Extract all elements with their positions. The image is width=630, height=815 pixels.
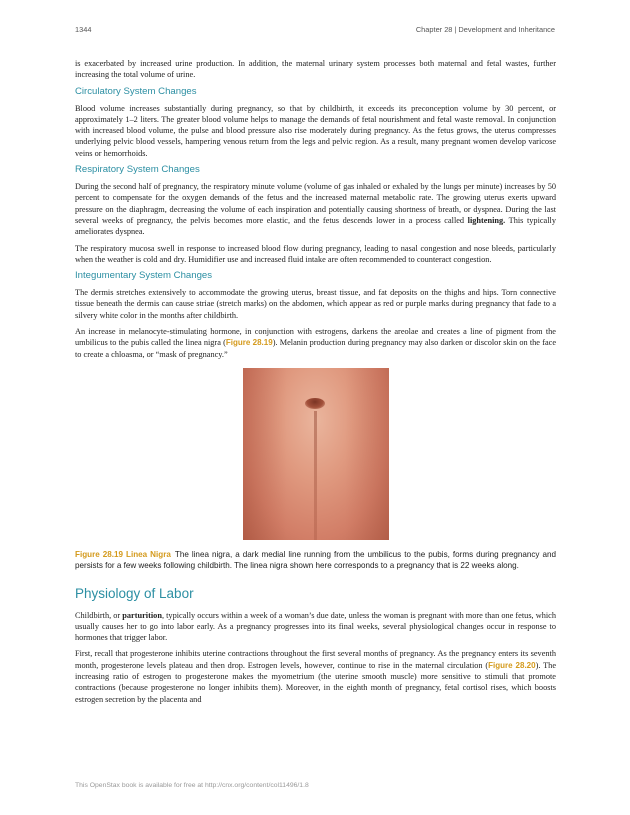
labor-heading: Physiology of Labor xyxy=(75,585,194,601)
umbilicus xyxy=(305,398,325,409)
respiratory-paragraph-1 xyxy=(75,181,556,237)
term-lightening: lightening. xyxy=(467,215,506,225)
figure-caption-text: The linea nigra, a dark medial line running from the umbilicus to the pubis, forms during pregnancy and persists for a few weeks following childbirth. The linea nigra shown here corresponds to a pregnancy that is 22 weeks along. xyxy=(75,549,556,570)
term-parturition: parturition xyxy=(122,610,162,620)
respiratory-heading: Respiratory System Changes xyxy=(75,164,200,176)
labor-text-a: Childbirth, or xyxy=(75,610,123,620)
integumentary-paragraph-2 xyxy=(75,326,556,360)
integumentary-paragraph-1: The dermis stretches extensively to accommodate the growing uterus, breast tissue, and fat deposits on the thighs and hips. Torn connective tissue beneath the dermis can cause striae (stretch marks) on the abdomen, which appear as red or purple marks during pregnancy that fade to a silvery white color in the months after childbirth. xyxy=(75,288,556,320)
figure-28-20-link[interactable]: Figure 28.20 xyxy=(488,660,536,670)
figure-label: Figure 28.19 Linea Nigra xyxy=(75,549,171,559)
integumentary-text-b: ). Melanin production during pregnancy may also darken or discolor skin on the face to create a chloasma, or “mask of pregnancy.” xyxy=(75,338,557,359)
labor2-text-b: ). The increasing ratio of estrogen to progesterone makes the myometrium (the uterine smooth muscle) more sensitive to stimuli that promote contractions (because progesterone no longer inhibits them). Moreover, in the eighth month of pregnancy, fetal cortisol rises, which boosts estrogen secretion by the placenta and xyxy=(75,660,557,704)
page-number: 1344 xyxy=(75,25,92,34)
figure-28-19-link[interactable]: Figure 28.19 xyxy=(225,338,273,348)
labor2-text-a: First, recall that progesterone inhibits uterine contractions throughout the first several months of pregnancy. As the pregnancy enters its seventh month, progesterone levels plateau and then drop. Estrogen levels, however, continue to rise in the maternal circulation ( xyxy=(75,649,556,670)
intro-paragraph: is exacerbated by increased urine production. In addition, the maternal urinary system processes both maternal and fetal wastes, further increasing the total volume of urine. xyxy=(75,59,556,80)
integumentary-text-a: An increase in melanocyte-stimulating hormone, in conjunction with estrogens, darkens the areolae and creates a line of pigment from the umbilicus to the pubis called the linea nigra ( xyxy=(75,327,556,348)
page-footer: This OpenStax book is available for free at http://cnx.org/content/col11496/1.8 xyxy=(75,782,309,789)
respiratory-text-b: This typically ameliorates dyspnea. xyxy=(75,215,557,237)
chapter-title: Chapter 28 | Development and Inheritance xyxy=(415,25,555,34)
linea-nigra-photo xyxy=(243,368,389,540)
page-content xyxy=(75,58,556,710)
integumentary-heading: Integumentary System Changes xyxy=(75,270,213,282)
labor-paragraph-2 xyxy=(75,648,556,704)
labor-paragraph-1 xyxy=(75,610,556,644)
respiratory-text-a: During the second half of pregnancy, the respiratory minute volume (volume of gas inhaled or exhaled by the lungs per minute) increases by 50 percent to compensate for the oxygen demands of the fetus and the increased maternal metabolic rate. The growing uterus exerts upward pressure on the diaphragm, decreasing the volume of each inspiration and potentially causing shortness of breath, or dyspnea. During the last several weeks of pregnancy, the pelvis becomes more elastic, and the fetus descends lower in a process called xyxy=(75,182,556,225)
labor-text-b: , typically occurs within a week of a woman’s due date, unless the woman is pregnant with more than one fetus, which usually causes her to go into labor early. As a pregnancy progresses into its final weeks, several physiological changes occur in response to hormones that trigger labor. xyxy=(75,610,556,643)
figure-caption xyxy=(75,550,556,572)
circulatory-paragraph: Blood volume increases substantially during pregnancy, so that by childbirth, it exceeds its preconception volume by 30 percent, or approximately 1–2 liters. The greater blood volume helps to manage the demands of fetal nourishment and fetal waste removal. In conjunction with increased blood volume, the pulse and blood pressure also rise moderately during pregnancy. As the fetus grows, the uterus compresses underlying pelvic blood vessels, hampering venous return from the legs and pelvic region. As a result, many pregnant women develop varicose veins or hemorrhoids. xyxy=(75,103,556,158)
running-head xyxy=(75,25,555,37)
circulatory-heading: Circulatory System Changes xyxy=(75,85,197,97)
linea-nigra-line xyxy=(314,411,317,540)
respiratory-paragraph-2: The respiratory mucosa swell in response to increased blood flow during pregnancy, leading to nasal congestion and nose bleeds, particularly when the weather is cold and dry. Humidifier use and increased fluid intake are often recommended to counteract congestion. xyxy=(75,243,556,264)
